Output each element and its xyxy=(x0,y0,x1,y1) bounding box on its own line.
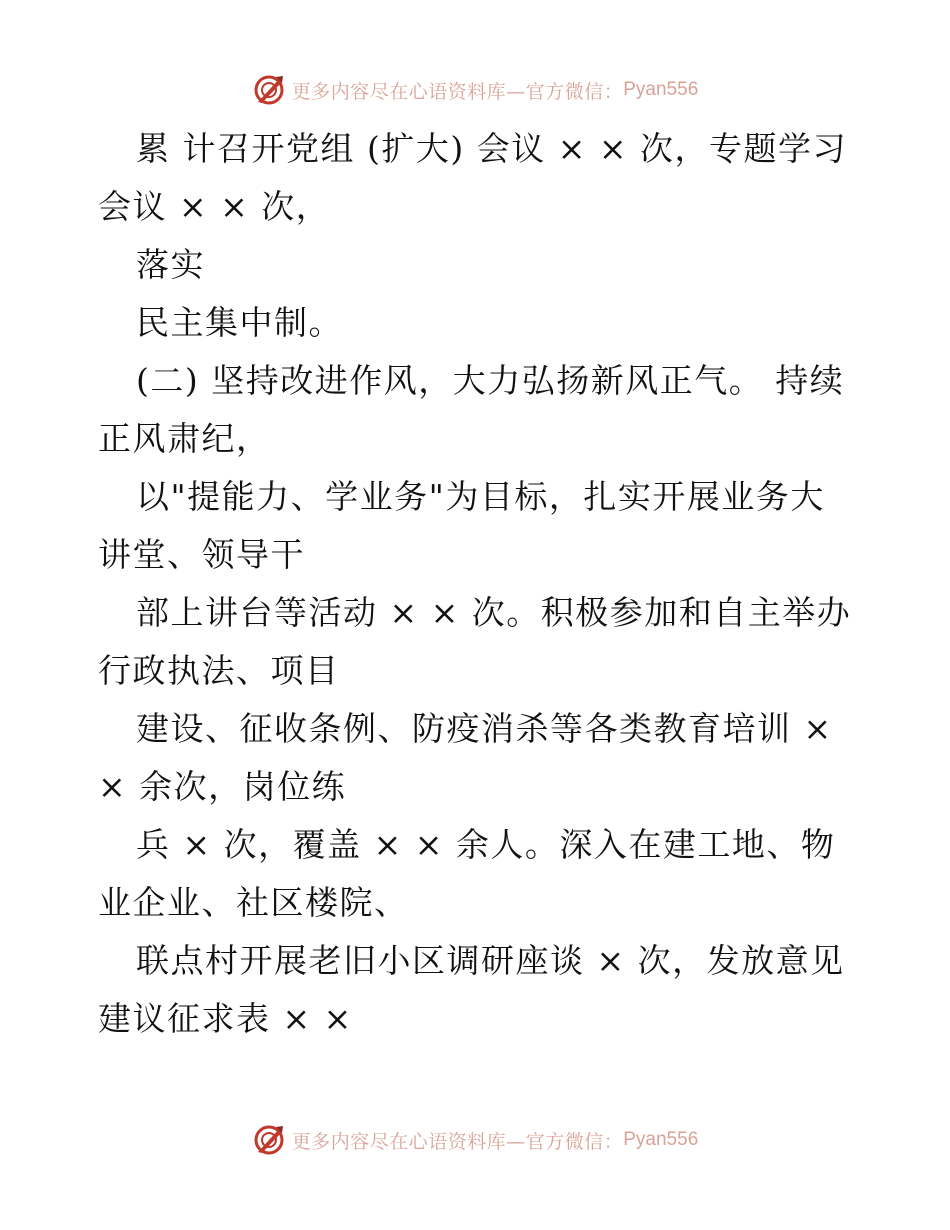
paragraph: 兵 × 次，覆盖 × × 余人。深入在建工地、物业企业、社区楼院、 xyxy=(98,825,836,922)
paragraph: 部上讲台等活动 × × 次。积极参加和自主举办行政执法、项目 xyxy=(98,593,852,690)
paragraph: 落实 xyxy=(136,245,205,284)
watermark-handle: Pyan556 xyxy=(623,79,699,100)
document-body xyxy=(98,120,858,1048)
paragraph: 建设、征收条例、防疫消杀等各类教育培训 × × 余次，岗位练 xyxy=(98,709,833,806)
quill-seal-logo-icon xyxy=(252,73,286,107)
section-heading-paragraph: (二) 坚持改进作风，大力弘扬新风正气。 持续正风肃纪， xyxy=(98,361,845,458)
paragraph: 民主集中制。 xyxy=(136,303,343,342)
watermark-text: 更多内容尽在心语资料库—官方微信： xyxy=(291,80,624,103)
paragraph: 联点村开展老旧小区调研座谈 × 次，发放意见建议征求表 × × xyxy=(98,941,845,1038)
header-watermark xyxy=(0,70,950,110)
quill-seal-logo-icon xyxy=(252,1123,286,1157)
watermark-text: 更多内容尽在心语资料库—官方微信： xyxy=(291,1130,624,1153)
watermark-handle: Pyan556 xyxy=(623,1129,699,1150)
paragraph: 以"提能力、学业务"为目标，扎实开展业务大讲堂、领导干 xyxy=(98,477,825,574)
paragraph: 累 计召开党组 (扩大) 会议 × × 次，专题学习会议 × × 次， xyxy=(98,129,847,226)
footer-watermark xyxy=(0,1120,950,1160)
